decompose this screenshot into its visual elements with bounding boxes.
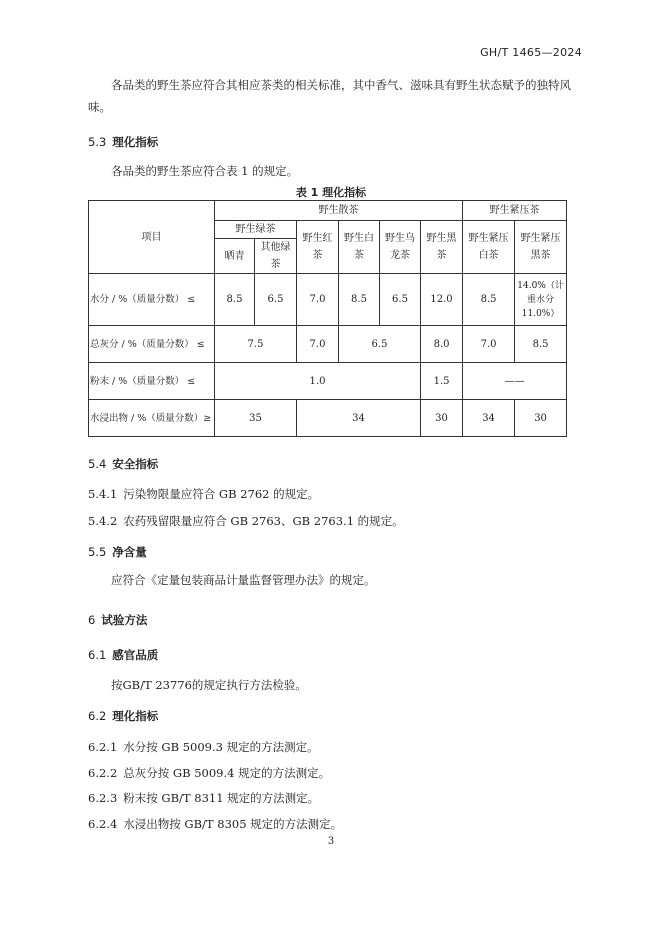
clause-text: 农药残留限量应符合 GB 2763、GB 2763.1 的规定。 — [123, 514, 404, 528]
cell: 30 — [421, 400, 463, 437]
section-6-1-text: 按GB/T 23776的规定执行方法检验。 — [111, 678, 307, 692]
clause-number: 6.2.3 — [88, 791, 118, 805]
section-5-5-text: 应符合《定量包装商品计量监督管理办法》的规定。 — [111, 573, 376, 587]
cell: 7.5 — [215, 326, 297, 363]
row-label: 粉末 / %（质量分数） ≤ — [89, 363, 215, 400]
header-oolong-tea: 野生乌龙茶 — [380, 221, 421, 274]
cell: 8.5 — [515, 326, 567, 363]
section-6-heading — [88, 612, 147, 628]
cell: 8.5 — [339, 274, 380, 326]
row-label: 水分 / %（质量分数） ≤ — [89, 274, 215, 326]
clause-number: 5.4.2 — [88, 514, 118, 528]
section-number: 5.3 — [88, 135, 107, 149]
clause-6-2-1 — [88, 739, 319, 755]
header-sun-dried: 晒青 — [215, 239, 255, 274]
clause-text: 粉末按 GB/T 8311 规定的方法测定。 — [123, 791, 320, 805]
clause-text: 总灰分按 GB 5009.4 规定的方法测定。 — [123, 766, 331, 780]
clause-6-2-3 — [88, 790, 319, 806]
section-6-2-heading — [88, 708, 158, 724]
clause-text: 污染物限量应符合 GB 2762 的规定。 — [123, 487, 320, 501]
section-number: 5.4 — [88, 457, 107, 471]
clause-text: 水分按 GB 5009.3 规定的方法测定。 — [123, 740, 319, 754]
header-dark-tea: 野生黑茶 — [421, 221, 463, 274]
cell: 7.0 — [297, 326, 339, 363]
doc-code: GH/T 1465—2024 — [480, 46, 582, 59]
section-5-3-text: 各品类的野生茶应符合表 1 的规定。 — [111, 164, 299, 178]
clause-5-4-2 — [88, 513, 404, 529]
header-white-tea: 野生白茶 — [339, 221, 380, 274]
cell: 6.5 — [255, 274, 297, 326]
cell: 34 — [297, 400, 421, 437]
section-number: 6.1 — [88, 648, 107, 662]
header-loose-tea: 野生散茶 — [215, 201, 463, 221]
intro-paragraph: 各品类的野生茶应符合其相应茶类的相关标准，其中香气、滋味具有野生状态赋予的独特风味。 — [88, 78, 571, 114]
physicochemical-table — [88, 200, 567, 437]
table-row-ash — [89, 326, 567, 363]
table-row-extract — [89, 400, 567, 437]
cell: 35 — [215, 400, 297, 437]
table-row-moisture — [89, 274, 567, 326]
section-title: 净含量 — [112, 545, 147, 559]
page-number: 3 — [327, 836, 335, 847]
row-label: 总灰分 / %（质量分数） ≤ — [89, 326, 215, 363]
cell: —— — [463, 363, 567, 400]
cell: 14.0%（计重水分11.0%） — [515, 274, 567, 326]
cell: 1.5 — [421, 363, 463, 400]
cell: 7.0 — [297, 274, 339, 326]
section-number: 6 — [88, 613, 96, 627]
section-5-4-heading — [88, 456, 158, 472]
cell: 34 — [463, 400, 515, 437]
section-title: 安全指标 — [112, 457, 159, 471]
clause-6-2-4 — [88, 816, 342, 832]
section-6-1-heading — [88, 647, 158, 663]
header-item: 项目 — [89, 201, 215, 274]
cell: 8.5 — [463, 274, 515, 326]
section-title: 感官品质 — [112, 648, 159, 662]
cell: 1.0 — [215, 363, 421, 400]
header-red-tea: 野生红茶 — [297, 221, 339, 274]
cell: 6.5 — [339, 326, 421, 363]
header-other-green: 其他绿茶 — [255, 239, 297, 274]
cell: 8.5 — [215, 274, 255, 326]
row-label: 水浸出物 / %（质量分数）≥ — [89, 400, 215, 437]
section-number: 6.2 — [88, 709, 107, 723]
cell: 12.0 — [421, 274, 463, 326]
clause-number: 5.4.1 — [88, 487, 118, 501]
clause-5-4-1 — [88, 486, 319, 502]
cell: 30 — [515, 400, 567, 437]
clause-text: 水浸出物按 GB/T 8305 规定的方法测定。 — [123, 817, 343, 831]
clause-number: 6.2.2 — [88, 766, 118, 780]
cell: 8.0 — [421, 326, 463, 363]
section-title: 理化指标 — [112, 135, 159, 149]
cell: 6.5 — [380, 274, 421, 326]
section-title: 试验方法 — [101, 613, 148, 627]
section-5-5-heading — [88, 544, 147, 560]
clause-6-2-2 — [88, 765, 330, 781]
header-compressed-white: 野生紧压白茶 — [463, 221, 515, 274]
section-title: 理化指标 — [112, 709, 159, 723]
table-row-powder — [89, 363, 567, 400]
table-title: 表 1 理化指标 — [295, 186, 367, 199]
section-number: 5.5 — [88, 545, 107, 559]
clause-number: 6.2.4 — [88, 817, 118, 831]
header-compressed-dark: 野生紧压黑茶 — [515, 221, 567, 274]
section-5-3-heading — [88, 134, 158, 150]
header-green-tea: 野生绿茶 — [215, 221, 297, 239]
clause-number: 6.2.1 — [88, 740, 118, 754]
cell: 7.0 — [463, 326, 515, 363]
header-compressed-tea: 野生紧压茶 — [463, 201, 567, 221]
